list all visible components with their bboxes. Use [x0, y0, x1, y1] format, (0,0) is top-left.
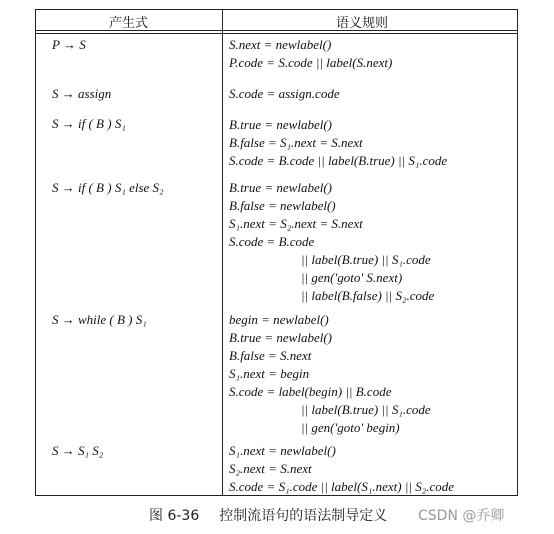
- rule-line: S₁.next = begin: [229, 366, 310, 381]
- rule-line: S₂.next = S.next: [229, 461, 312, 476]
- production-cell: S → if ( B ) S₁ else S₂: [52, 180, 164, 195]
- rule-line: B.false = S.next: [229, 348, 312, 363]
- rule-line: S.code = S₁.code || label(S₁.next) || S₂.code: [229, 479, 455, 494]
- production-cell: S → while ( B ) S₁: [52, 312, 147, 327]
- figure-number: 图 6-36: [149, 508, 200, 524]
- semantic-rules-cell: [229, 36, 392, 72]
- rule-line: B.true = newlabel(): [229, 330, 332, 345]
- header-semantic-rules: 语义规则: [336, 16, 389, 31]
- rule-line: || label(B.true) || S₁.code: [301, 402, 431, 417]
- semantic-rules-cell: [229, 311, 431, 437]
- rule-line: B.false = newlabel(): [229, 198, 336, 213]
- rule-line: || gen('goto' S.next): [301, 270, 403, 285]
- rule-line: S.code = assign.code: [229, 86, 340, 101]
- rule-line: S.code = label(begin) || B.code: [229, 384, 392, 399]
- figure-caption: [149, 505, 387, 525]
- rule-line: || label(B.true) || S₁.code: [301, 252, 431, 267]
- rule-line: || gen('goto' begin): [301, 420, 400, 435]
- semantic-rules-cell: [229, 85, 340, 103]
- rule-line: begin = newlabel(): [229, 312, 329, 327]
- production-cell: S → S₁ S₂: [52, 443, 104, 458]
- rule-line: S₁.next = newlabel(): [229, 443, 336, 458]
- rule-line: S.code = B.code: [229, 234, 315, 249]
- header-rule-bottom: [36, 33, 517, 34]
- production-cell: S → assign: [52, 86, 112, 101]
- figure-title: 控制流语句的语法制导定义: [219, 508, 388, 524]
- rule-line: B.true = newlabel(): [229, 180, 332, 195]
- header-production: 产生式: [109, 16, 149, 31]
- rule-line: P.code = S.code || label(S.next): [229, 55, 393, 70]
- production-cell: P → S: [52, 37, 86, 52]
- rule-line: S₁.next = S₂.next = S.next: [229, 216, 363, 231]
- production-cell: S → if ( B ) S₁: [52, 116, 126, 131]
- rule-line: || label(B.false) || S₂.code: [301, 288, 435, 303]
- semantic-rules-cell: [229, 116, 447, 170]
- column-divider: [222, 10, 223, 495]
- syntax-directed-definition-table: [35, 9, 518, 496]
- rule-line: B.false = S₁.next = S.next: [229, 135, 363, 150]
- semantic-rules-cell: [229, 442, 454, 496]
- semantic-rules-cell: [229, 179, 434, 305]
- watermark: CSDN @乔卿: [418, 508, 505, 524]
- rule-line: S.code = B.code || label(B.true) || S₁.code: [229, 153, 448, 168]
- rule-line: S.next = newlabel(): [229, 37, 332, 52]
- rule-line: B.true = newlabel(): [229, 117, 332, 132]
